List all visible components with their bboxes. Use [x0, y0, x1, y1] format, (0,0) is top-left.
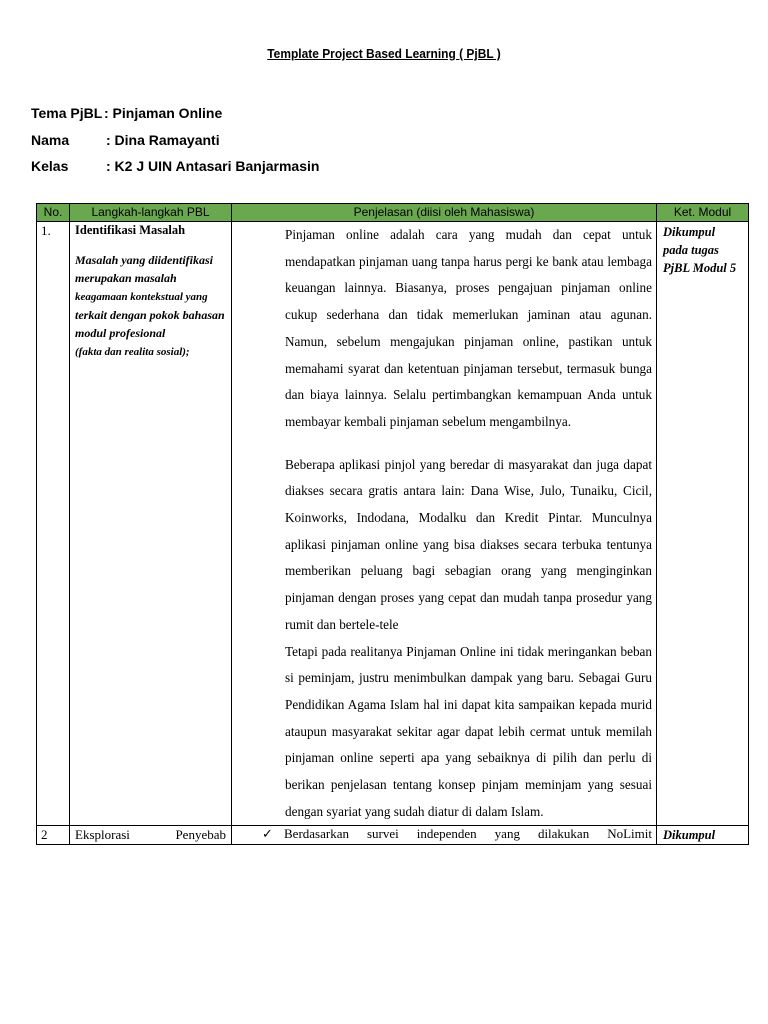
row1-explanation	[232, 222, 657, 826]
header-penjelasan: Penjelasan (diisi oleh Mahasiswa)	[232, 204, 657, 222]
meta-kelas	[31, 158, 320, 174]
table-row	[37, 826, 749, 845]
tema-value: : Pinjaman Online	[104, 105, 223, 121]
row2-step-word-1: Eksplorasi	[75, 827, 130, 843]
explanation-paragraph-3: Tetapi pada realitanya Pinjaman Online ini tidak meringankan beban si peminjam, justru menimbulkan dampak yang baru. Sebagai Guru Pendidikan Agama Islam hal ini dapat kita sampaikan kepada murid ataupun masyarakat sekitar agar dapat lebih cermat untuk memilah pinjaman online seperti apa yang sebaiknya di pilih dan perlu di berikan penjelasan tentang konsep pinjam meminjam yang sesuai dengan syariat yang sudah diatur di dalam Islam.	[285, 643, 652, 819]
explanation-paragraph-1: Pinjaman online adalah cara yang mudah dan cepat untuk mendapatkan pinjaman uang tanpa harus pergi ke bank atau lembaga keuangan lainnya. Biasanya, proses pengajuan pinjaman online cukup sederhana dan tidak memerlukan jaminan atau agunan. Namun, sebelum mengajukan pinjaman online, pastikan untuk memahami syarat dan ketentuan pinjaman tersebut, termasuk bunga dan biaya lainnya. Selalu pertimbangkan kemampuan Anda untuk membayar kembali pinjaman sebelum mengambilnya.	[285, 227, 652, 429]
row2-explanation-text: Berdasarkan survei independen yang dilakukan NoLimit	[284, 826, 652, 842]
row1-ket-modul: Dikumpul pada tugas PjBL Modul 5	[657, 222, 749, 826]
row2-ket-modul: Dikumpul	[657, 826, 749, 845]
row1-step	[70, 222, 232, 826]
document-title: Template Project Based Learning ( PjBL )	[267, 46, 501, 61]
meta-nama	[31, 132, 220, 148]
step-title: Identifikasi Masalah	[75, 223, 186, 237]
explanation-paragraph-2: Beberapa aplikasi pinjol yang beredar di masyarakat dan juga dapat diakses secara gratis antara lain: Dana Wise, Julo, Tunaiku, Cicil, Koinworks, Indodana, Modalku dan Kredit Pintar. Munculnya aplikasi pinjaman online yang bisa diakses secara terbuka tentunya memberikan peluang bagi sebagian orang yang menginginkan pinjaman dengan proses yang cepat dan mudah tanpa prosedur yang rumit dan bertele-tele	[285, 456, 652, 632]
table-row	[37, 222, 749, 826]
step-desc-part-4: (fakta dan realita sosial);	[75, 346, 190, 358]
kelas-value: : K2 J UIN Antasari Banjarmasin	[106, 158, 320, 174]
tema-label: Tema PjBL	[31, 105, 103, 121]
step-desc-part-2: keagamaan kontekstual yang	[75, 291, 208, 303]
step-description	[75, 251, 226, 361]
row2-step-word-2: Penyebab	[175, 827, 226, 843]
header-langkah: Langkah-langkah PBL	[70, 204, 232, 222]
nama-value: : Dina Ramayanti	[106, 132, 220, 148]
nama-label: Nama	[31, 132, 70, 148]
checkmark-icon: ✓	[262, 826, 273, 842]
row1-no: 1.	[37, 222, 70, 826]
step-desc-part-3: terkait dengan pokok bahasan modul profesional	[75, 308, 225, 340]
row2-step	[70, 826, 232, 845]
header-ket-modul: Ket. Modul	[657, 204, 749, 222]
pbl-table	[36, 203, 749, 845]
row2-explanation	[232, 826, 657, 845]
meta-tema	[31, 105, 223, 121]
row2-no: 2	[37, 826, 70, 845]
kelas-label: Kelas	[31, 158, 69, 174]
step-desc-part-1: Masalah yang diidentifikasi merupakan masalah	[75, 253, 214, 285]
header-no: No.	[37, 204, 70, 222]
table-header-row	[37, 204, 749, 222]
